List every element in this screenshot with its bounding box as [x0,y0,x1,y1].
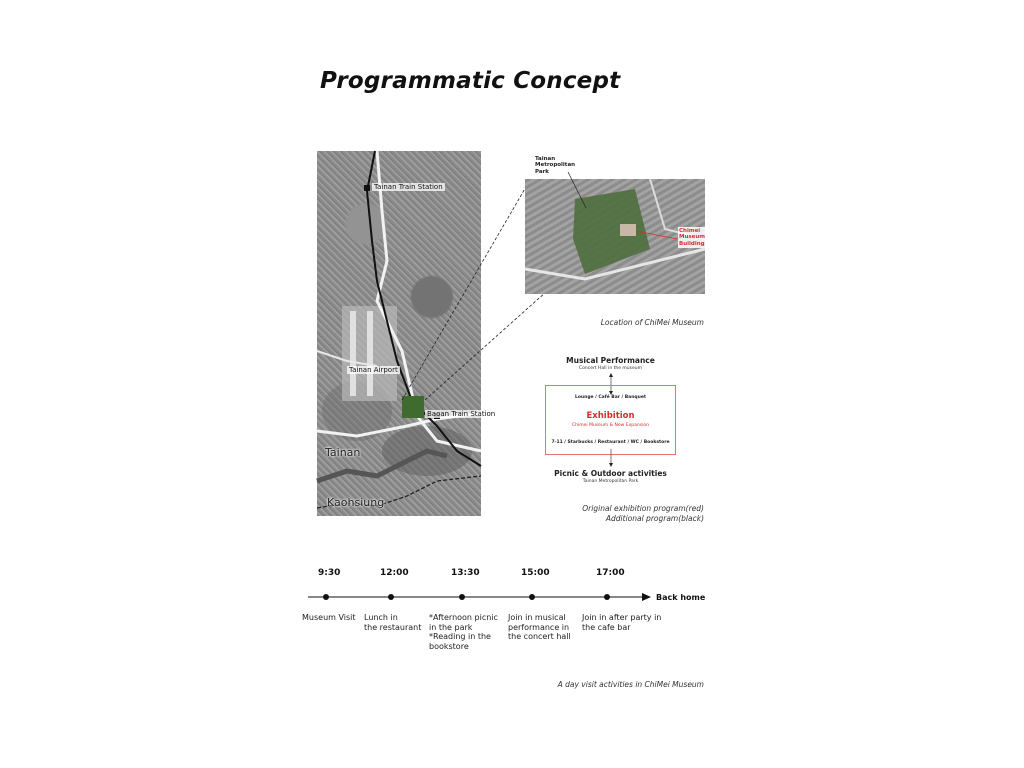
time-label-5: 17:00 [596,568,625,578]
timeline-dot-1 [323,594,329,600]
timeline-arrowhead [642,593,651,601]
park-callout-line [560,170,590,210]
park-callout-label: Tainan Metropolitan Park [535,156,576,175]
timeline-dot-3 [459,594,465,600]
tainan-region-label: Tainan [325,446,361,459]
museum-building [620,224,636,236]
time-label-1: 9:30 [318,568,341,578]
program-caption-additional: Additional program(black) [605,514,704,523]
activity-3: *Afternoon picnic in the park *Reading in the bookstore [429,613,498,651]
museum-building-label: Chimei Museum Building [679,228,706,247]
activity-4: Join in musical performance in the concert hall [508,613,571,642]
baoan-train-station-label: Baoan Train Station [427,410,496,418]
inset-satellite-map [525,179,705,294]
timeline-axis [305,590,655,604]
activity-1: Museum Visit [302,613,356,622]
services-line: 7-11 / Starbucks / Restaurant / WC / Bookstore [551,440,670,445]
program-bottom-subtitle: Tainan Metropolitan Park [582,479,639,484]
tainan-train-station-label: Tainan Train Station [374,183,443,191]
timeline-caption: A day visit activities in ChiMei Museum [557,680,704,689]
location-caption: Location of ChiMei Museum [600,318,704,327]
arrow-bottom [607,446,615,468]
time-label-2: 12:00 [380,568,409,578]
tainan-airport-label: Tainan Airport [349,366,398,374]
program-top-title: Musical Performance [566,356,655,365]
lounge-line: Lounge / Café Bar / Banquet [574,395,647,400]
exhibition-subtitle: Chimei Museum & New Expansion [572,423,649,428]
exhibition-title: Exhibition [586,411,635,421]
time-label-4: 15:00 [521,568,550,578]
activity-2: Lunch in the restaurant [364,613,422,632]
program-top-subtitle: Concert Hall in the museum [578,366,643,371]
time-label-3: 13:30 [451,568,480,578]
timeline-end-label: Back home [656,593,706,602]
program-bottom-title: Picnic & Outdoor activities [554,469,667,478]
kaohsiung-region-label: Kaohsiung [327,496,385,509]
activity-5: Join in after party in the cafe bar [582,613,662,632]
timeline-dot-5 [604,594,610,600]
timeline-dot-2 [388,594,394,600]
program-caption-original: Original exhibition program(red) [582,504,704,513]
page-title: Programmatic Concept [320,68,621,94]
timeline-dot-4 [529,594,535,600]
